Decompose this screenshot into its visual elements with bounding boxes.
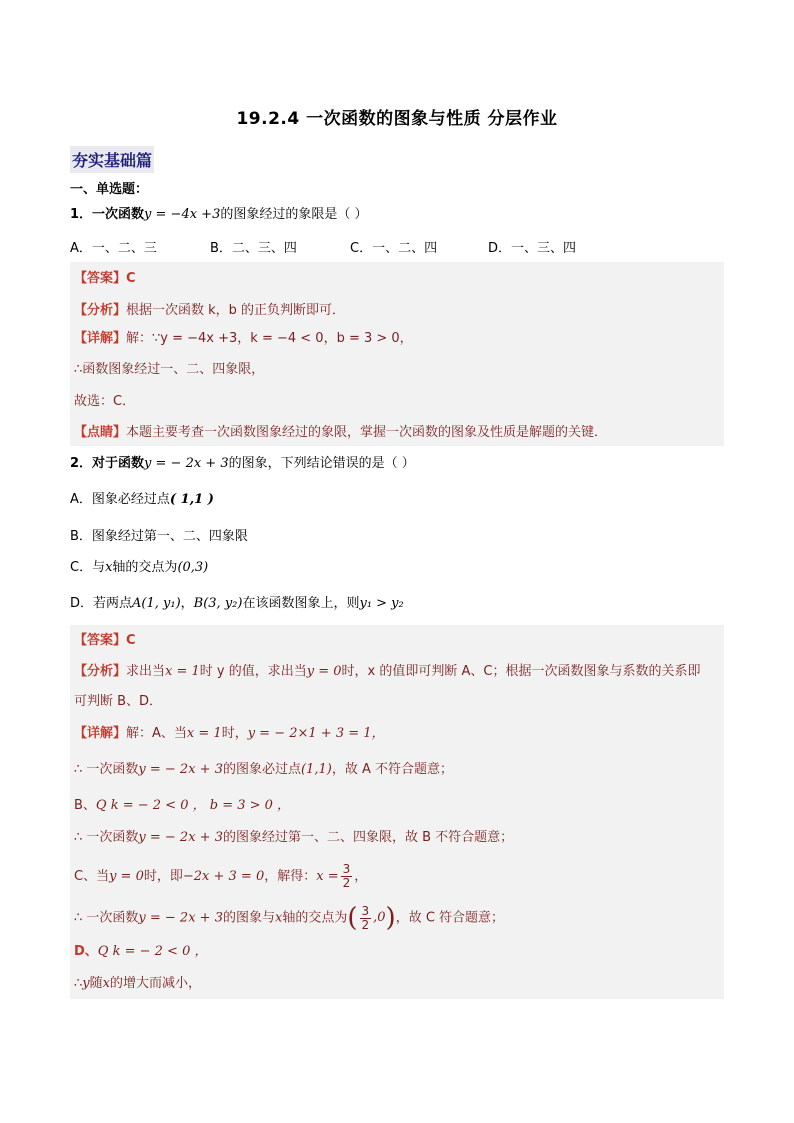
- point-expression: ( $\frac{3}{2}$ ,0 ): [347, 903, 396, 933]
- option-a: A．一、二、三: [70, 241, 157, 256]
- question-2-stem: 2．对于函数y = − 2x + 3的图象，下列结论错误的是（ ）: [70, 456, 415, 471]
- part-heading: 一、单选题：: [70, 182, 149, 197]
- analysis-line: 【分析】根据一次函数 k，b 的正负判断即可．: [74, 303, 346, 318]
- detail-line-8: ∴y随x的增大而减小，: [74, 976, 202, 991]
- question-2-option-d: D．若两点A(1, y₁)，B(3, y₂)在该函数图象上，则y₁ > y₂: [70, 596, 404, 611]
- comment-line: 【点睛】本题主要考查一次函数图象经过的象限，掌握一次函数的图象及性质是解题的关键．: [74, 425, 608, 440]
- question-1-options: [70, 237, 724, 255]
- question-1-stem: 1．一次函数y = −4x +3的图象经过的象限是（ ）: [70, 207, 368, 222]
- question-2-answer-block: [70, 625, 724, 999]
- detail-line-3: 故选：C．: [74, 394, 136, 409]
- detail-line-3: B、Q k = − 2 < 0 ， b = 3 > 0 ，: [74, 798, 291, 813]
- option-b: B．二、三、四: [210, 241, 297, 256]
- detail-line-7: D、Q k = − 2 < 0 ，: [74, 944, 208, 959]
- question-2-option-a: A．图象必经过点( 1,1 ): [70, 492, 214, 507]
- detail-line: 【详解】解：A、当x = 1时，y = − 2×1 + 3 = 1，: [74, 726, 385, 741]
- detail-line-5: C、当y = 0时，即−2x + 3 = 0，解得：x = $\frac{3}{2}$ ，: [74, 862, 368, 890]
- answer-line: 【答案】C: [74, 271, 136, 286]
- analysis-line: 【分析】求出当x = 1时 y 的值，求出当y = 0时，x 的值即可判断 A、C；根据一次函数图象与系数的关系即: [74, 664, 701, 679]
- detail-line: 【详解】解：∵y = −4x +3，k = −4 < 0，b = 3 > 0，: [74, 331, 413, 346]
- section-heading: 夯实基础篇: [70, 146, 154, 173]
- fraction: $\frac{3}{2}$: [342, 862, 351, 890]
- answer-line: 【答案】C: [74, 633, 136, 648]
- question-2-option-b: B．图象经过第一、二、四象限: [70, 529, 248, 544]
- question-1-answer-block: [70, 262, 724, 446]
- detail-line-6: ∴ 一次函数y = − 2x + 3的图象与x轴的交点为 ( $\frac{3}{2}$ ,0 ) ，故 C 符合题意；: [74, 903, 505, 933]
- option-c: C．一、二、四: [350, 241, 438, 256]
- option-d: D．一、三、四: [488, 241, 577, 256]
- question-2-option-c: C．与x轴的交点为(0,3): [70, 560, 209, 575]
- detail-line-2: ∴函数图象经过一、二、四象限，: [74, 362, 265, 377]
- page-title: 19.2.4 一次函数的图象与性质 分层作业: [236, 109, 558, 129]
- detail-line-2: ∴ 一次函数y = − 2x + 3的图象必过点(1,1)，故 A 不符合题意；: [74, 762, 453, 777]
- analysis-line-2: 可判断 B、D．: [74, 694, 163, 709]
- detail-line-4: ∴ 一次函数y = − 2x + 3的图象经过第一、二、四象限，故 B 不符合题意；: [74, 830, 514, 845]
